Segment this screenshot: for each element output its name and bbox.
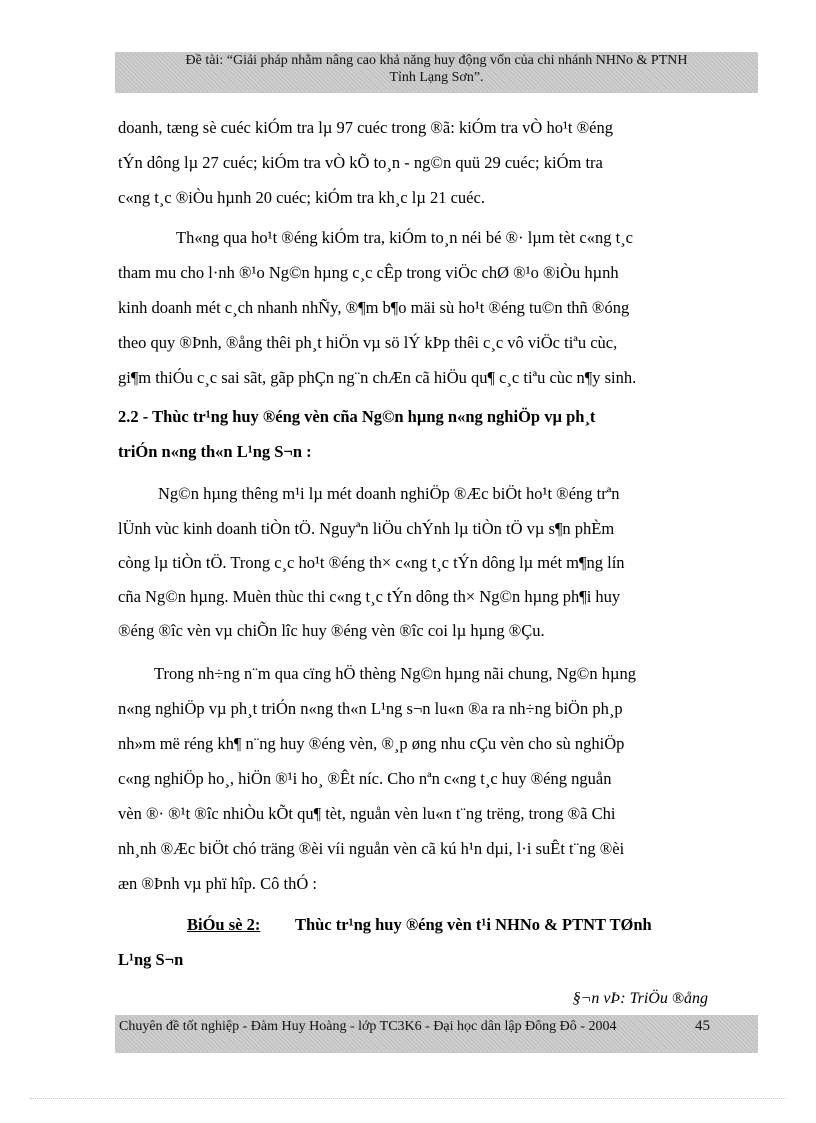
page-number: 45 <box>695 1018 710 1034</box>
footer-text: Chuyên đề tốt nghiệp - Đàm Huy Hoàng - lớp TC3K6 - Đại học dân lập Đông Đô - 2004 <box>119 1019 617 1034</box>
paragraph-2-line: theo quy ®Þnh, ®ång thêi ph¸t hiÖn vµ sö lÝ kÞp thêi c¸c vô viÖc tiªu cùc, <box>118 333 618 352</box>
paragraph-4-line: n«ng nghiÖp vµ ph¸t triÓn n«ng th«n L¹ng s¬n lu«n ®a ra nh÷ng biÖn ph¸p <box>118 699 623 718</box>
paragraph-3-line: cña Ng©n hµng. Muèn thùc thi c«ng t¸c tÝn dông th× Ng©n hµng ph¶i huy <box>118 587 621 606</box>
paragraph-1-line: c«ng t¸c ®iÒu hµnh 20 cuéc; kiÓm tra kh¸c lµ 21 cuéc. <box>118 188 485 207</box>
paragraph-4-line: c«ng nghiÖp ho¸, hiÖn ®¹i ho¸ ®Êt níc. Cho nªn c«ng t¸c huy ®éng nguån <box>118 769 612 788</box>
paragraph-4-line: nh¸nh ®Æc biÖt chó träng ®èi víi nguån vèn cã kú h¹n dµi, l·i suÊt t¨ng ®èi <box>118 839 625 858</box>
paragraph-3-line: lÜnh vùc kinh doanh tiÒn tÖ. Nguyªn liÖu chÝnh lµ tiÒn tÖ vµ s¶n phÈm <box>118 519 615 538</box>
header-line-2: Tỉnh Lạng Sơn”. <box>389 70 484 85</box>
paragraph-4-line: Trong nh÷ng n¨m qua cïng hÖ thèng Ng©n hµng nãi chung, Ng©n hµng <box>154 664 636 683</box>
unit-note: §¬n vÞ: TriÖu ®ång <box>572 990 708 1007</box>
paragraph-4-line: nh»m më réng kh¶ n¨ng huy ®éng vèn, ®¸p øng nhu cÇu vèn cho sù nghiÖp <box>118 734 625 753</box>
paragraph-1-line: tÝn dông lµ 27 cuéc; kiÓm tra vÒ kÕ to¸n - ng©n quü 29 cuéc; kiÓm tra <box>118 153 603 172</box>
paragraph-3-line: ®éng ®îc vèn vµ chiÕn lîc huy ®éng vèn ®îc coi lµ hµng ®Çu. <box>118 621 545 640</box>
page-header <box>115 52 758 93</box>
paragraph-4-line: vèn ®· ®¹t ®îc nhiÒu kÕt qu¶ tèt, nguån vèn lu«n t¨ng trëng, trong ®ã Chi <box>118 804 616 823</box>
section-heading-line: 2.2 - Thùc tr¹ng huy ®éng vèn cña Ng©n hµng n«ng nghiÖp vµ ph¸t <box>118 407 596 426</box>
paragraph-4-line: æn ®Þnh vµ phï hîp. Cô thÓ : <box>118 874 317 893</box>
paragraph-3-line: Ng©n hµng thêng m¹i lµ mét doanh nghiÖp ®Æc biÖt ho¹t ®éng trªn <box>158 484 620 503</box>
paragraph-3-line: còng lµ tiÒn tÖ. Trong c¸c ho¹t ®éng th× c«ng t¸c tÝn dông lµ mét m¶ng lín <box>118 553 625 572</box>
header-line-1: Đề tài: “Giải pháp nhằm nâng cao khả năng huy động vốn của chi nhánh NHNo & PTNH <box>185 53 688 68</box>
paragraph-2-line: kinh doanh mét c¸ch nhanh nhÑy, ®¶m b¶o mäi sù ho¹t ®éng tu©n thñ ®óng <box>118 298 630 317</box>
paragraph-2-line: tham mu cho l·nh ®¹o Ng©n hµng c¸c cÊp trong viÖc chØ ®¹o ®iÒu hµnh <box>118 263 619 282</box>
page-bottom-divider <box>30 1098 786 1099</box>
paragraph-2-line: gi¶m thiÓu c¸c sai sãt, gãp phÇn ng¨n chÆn cã hiÖu qu¶ c¸c tiªu cùc n¶y sinh. <box>118 368 637 387</box>
paragraph-2-line: Th«ng qua ho¹t ®éng kiÓm tra, kiÓm to¸n néi bé ®· lµm tèt c«ng t¸c <box>176 228 633 247</box>
table-caption-title: Thùc tr¹ng huy ®éng vèn t¹i NHNo & PTNT TØnh <box>295 915 652 934</box>
table-caption-label: BiÓu sè 2: <box>187 915 261 934</box>
table-caption-title-line-2: L¹ng S¬n <box>118 950 184 969</box>
paragraph-1-line: doanh, tæng sè cuéc kiÓm tra lµ 97 cuéc trong ®ã: kiÓm tra vÒ ho¹t ®éng <box>118 118 613 137</box>
page-footer <box>115 1015 758 1053</box>
section-heading-line: triÓn n«ng th«n L¹ng S¬n : <box>118 442 312 461</box>
